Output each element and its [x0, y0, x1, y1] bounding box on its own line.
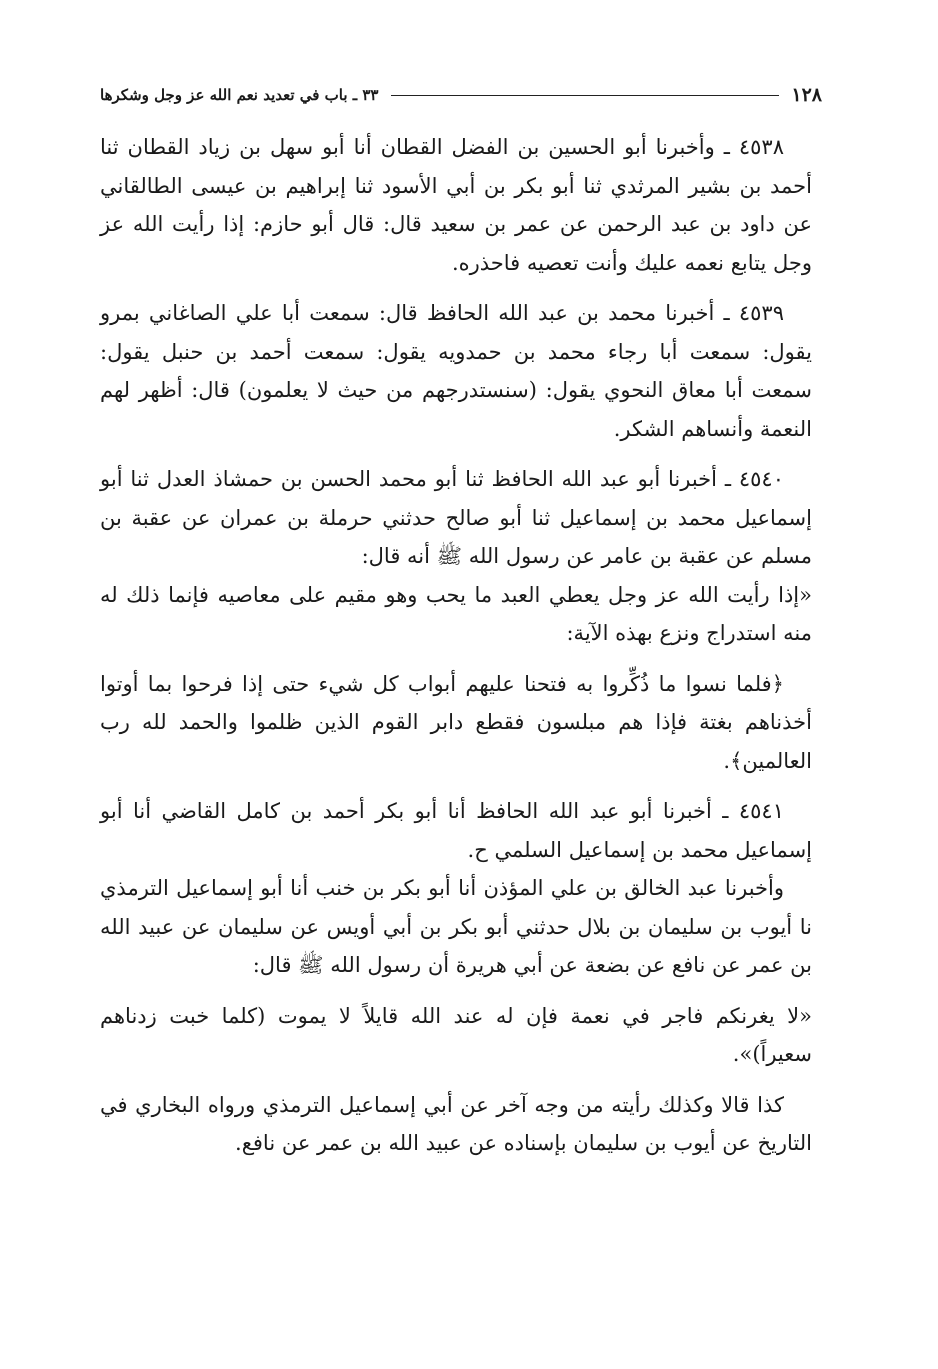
paragraph-4538: ٤٥٣٨ ـ وأخبرنا أبو الحسين بن الفضل القطان أنا أبو سهل بن زياد القطان ثنا أحمد بن بشير المرثدي ثنا أبو بكر بن أبي الأسود ثنا إبراهيم بن عيسى الطالقاني عن داود بن عبد الرحمن عن عمر بن سعيد قال: قال أبو حازم: إذا رأيت الله عز وجل يتابع نعمه عليك وأنت تعصيه فاحذره. — [100, 135, 812, 275]
quran-verse-quote: ﴿فلما نسوا ما ذُكِّروا به فتحنا عليهم أبواب كل شيء حتى إذا فرحوا بما أوتوا أخذناهم بغتة فإذا هم مبلسون فقطع دابر القوم الذين ظلموا والحمد لله رب العالمين﴾. — [100, 671, 812, 773]
paragraph-4540: ٤٥٤٠ ـ أخبرنا أبو عبد الله الحافظ ثنا أبو محمد الحسن بن حمشاذ العدل ثنا أبو إسماعيل محمد بن إسماعيل ثنا أبو صالح حدثني حرملة بن عمران عن عقبة بن مسلم عن عقبة بن عامر عن رسول الله ﷺ أنه قال: — [100, 467, 812, 568]
paragraph-4539: ٤٥٣٩ ـ أخبرنا محمد بن عبد الله الحافظ قال: سمعت أبا علي الصاغاني بمرو يقول: سمعت أبا رجاء محمد بن حمدويه يقول: سمعت أحمد بن حنبل يقول: سمعت أبا معاق النحوي يقول: (سنستدرجهم من حيث لا يعلمون) قال: أظهر لهم النعمة وأنساهم الشكر. — [100, 301, 812, 441]
hadith-quote-4541: «لا يغرنكم فاجر في نعمة فإن له عند الله قايلاً لا يموت (كلما خبت زدناهم سعيراً)». — [100, 1003, 812, 1066]
chapter-title: ٣٣ ـ باب في تعديد نعم الله عز وجل وشكرها — [100, 86, 379, 104]
hadith-quote-4540: «إذا رأيت الله عز وجل يعطي العبد ما يحب وهو مقيم على معاصيه فإنما ذلك له منه استدراج ونزع بهذه الآية: — [100, 582, 812, 645]
page-number: ١٢٨ — [791, 84, 822, 106]
paragraph-4541: ٤٥٤١ ـ أخبرنا أبو عبد الله الحافظ أنا أبو بكر أحمد بن كامل القاضي أنا أبو إسماعيل محمد بن إسماعيل السلمي ح. — [100, 799, 812, 862]
header-rule — [391, 95, 780, 96]
page-body — [100, 128, 812, 1175]
closing-note: كذا قالا وكذلك رأيته من وجه آخر عن أبي إسماعيل الترمذي ورواه البخاري في التاريخ عن أيوب بن سليمان بإسناده عن عبيد الله بن عمر عن نافع. — [100, 1092, 812, 1155]
paragraph-4541-chain: وأخبرنا عبد الخالق بن علي المؤذن أنا أبو بكر بن خنب أنا أبو إسماعيل الترمذي نا أيوب بن سليمان بن بلال حدثني أبو بكر بن أبي أويس عن سليمان عن عبيد الله بن عمر عن نافع عن بضعة عن أبي هريرة أن رسول الله ﷺ قال: — [100, 876, 812, 977]
running-header — [100, 78, 822, 112]
